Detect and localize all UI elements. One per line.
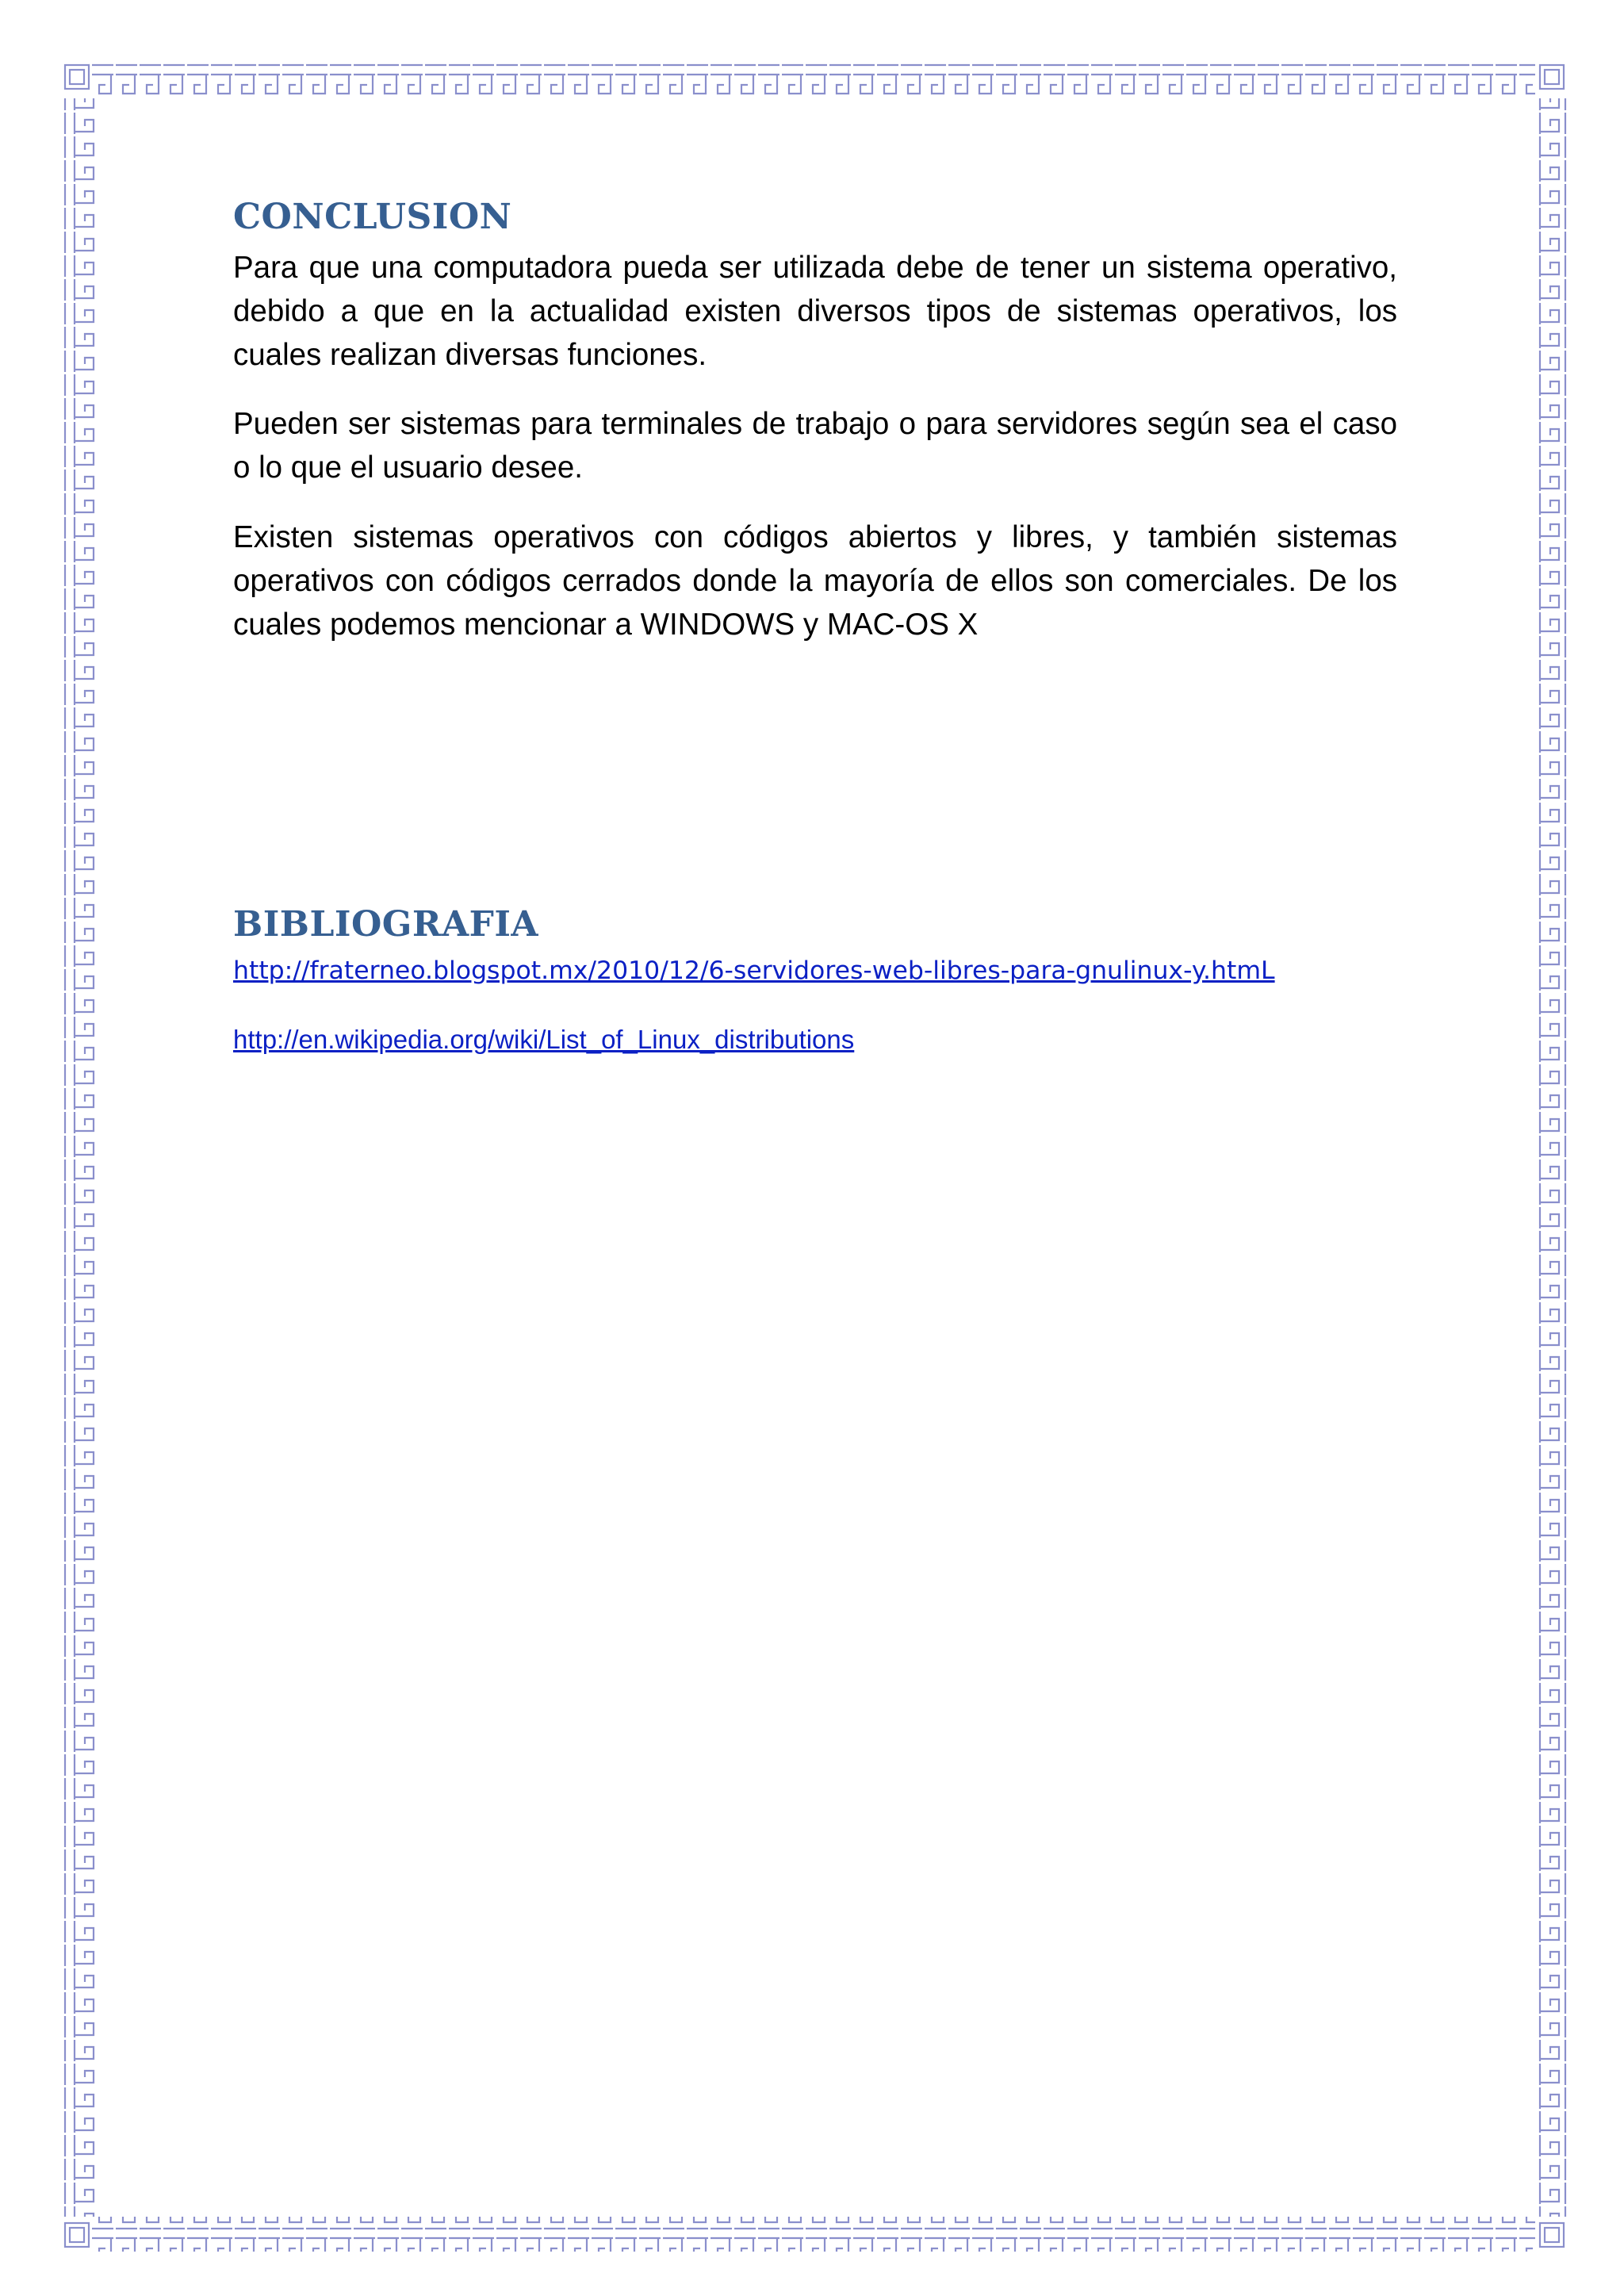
conclusion-paragraph-2: Pueden ser sistemas para terminales de trabajo o para servidores según sea el caso o lo que el usuario desee. <box>233 407 1397 485</box>
border-corner-br <box>1540 2223 1564 2247</box>
conclusion-paragraph-3: Existen sistemas operativos con códigos abiertos y libres, y también sistemas operativos con códigos cerrados donde la mayoría de ellos son comerciales. De los cuales podemos mencionar a WINDOWS y MAC-OS X <box>233 520 1397 642</box>
border-corner-tr <box>1540 65 1564 89</box>
border-bottom <box>89 2217 1535 2252</box>
border-corner-bl <box>65 2223 89 2247</box>
border-right <box>1535 98 1570 2217</box>
border-corner-tl <box>65 65 89 89</box>
bibliography-heading: BIBLIOGRAFIA <box>233 904 539 945</box>
conclusion-heading: CONCLUSION <box>233 197 512 237</box>
border-top <box>89 63 1535 98</box>
bibliography-link-fraterneo[interactable]: http://fraterneo.blogspot.mx/2010/12/6-servidores-web-libres-para-gnulinux-y.htmL <box>233 956 1275 985</box>
border-left <box>63 98 98 2217</box>
conclusion-paragraph-1: Para que una computadora pueda ser utilizada debe de tener un sistema operativo, debido a que en la actualidad existen diversos tipos de sistemas operativos, los cuales realizan diversas funciones. <box>233 251 1397 372</box>
bibliography-link-wikipedia[interactable]: http://en.wikipedia.org/wiki/List_of_Linux_distributions <box>233 1025 855 1054</box>
